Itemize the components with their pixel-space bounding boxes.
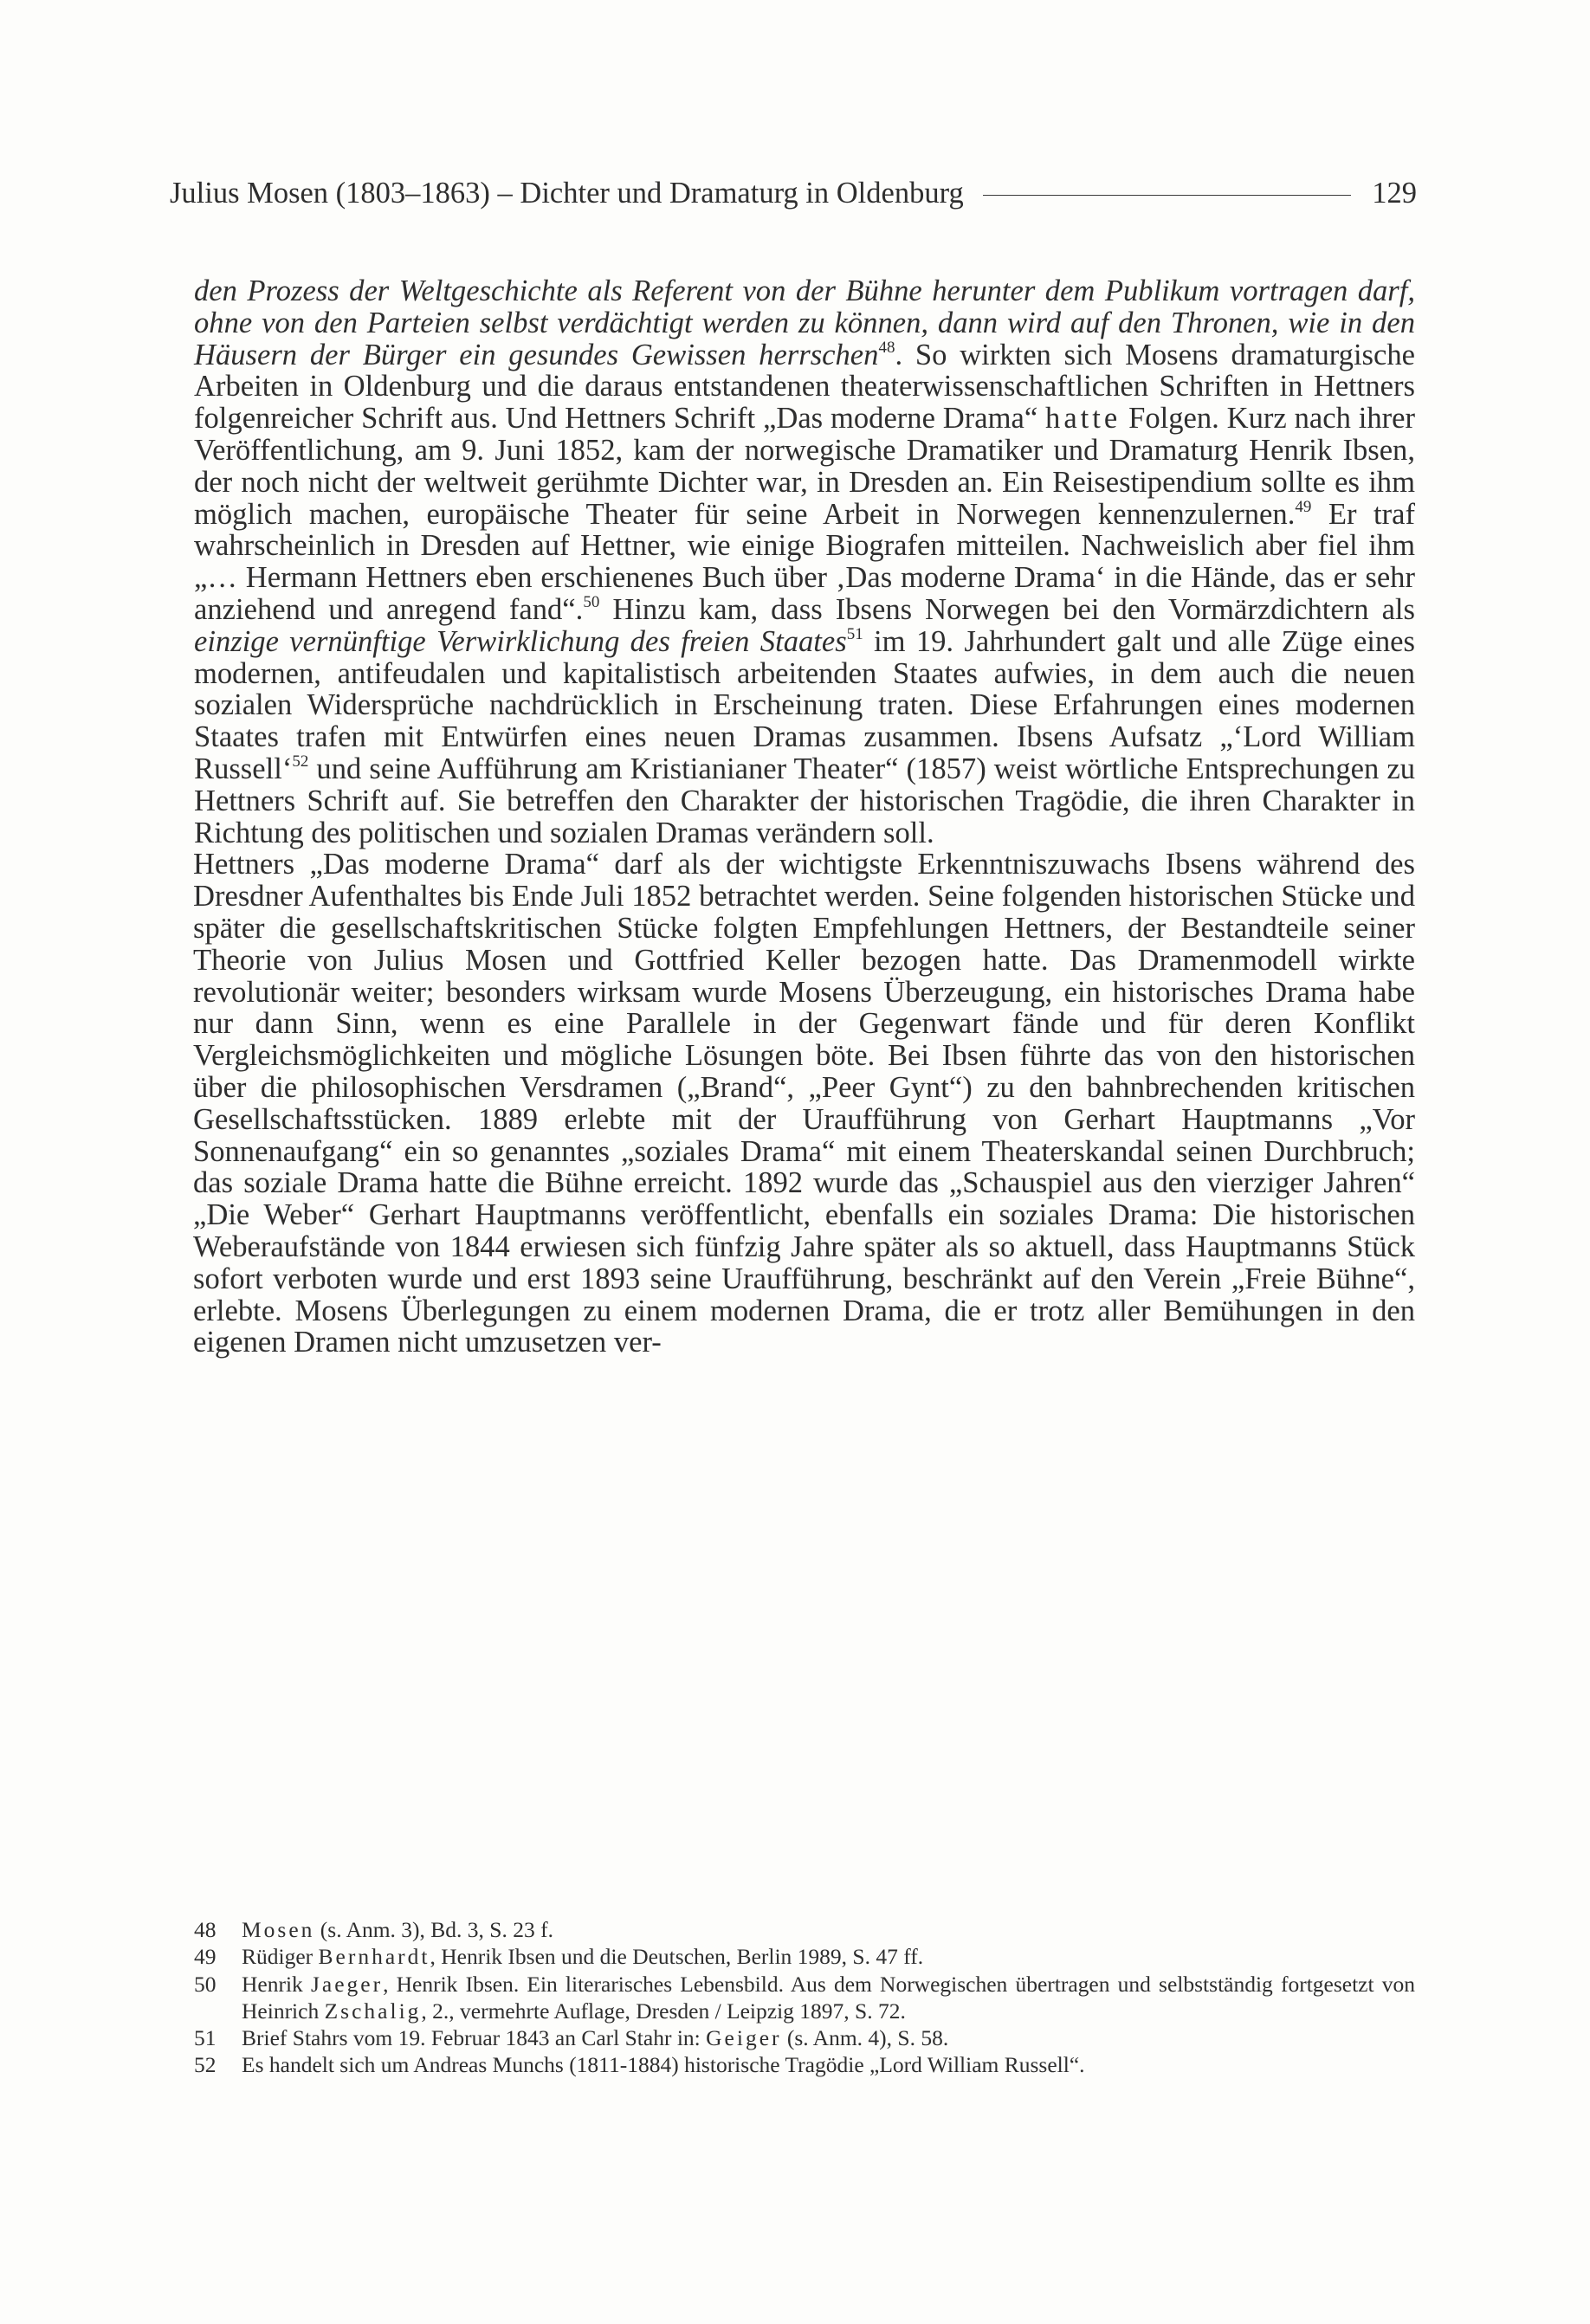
- author-name: Zschalig: [324, 1998, 422, 2024]
- author-name: Jaeger: [310, 1971, 384, 1997]
- text-run: und seine Aufführung am Kristianianer Theater“ (1857) weist wörtliche Entsprechungen zu Hettners Schrift auf. Sie betreffen den Charakter der historischen Tragödie, die ihren Charakter in Richtung des politischen und sozialen Dramas verändern soll.: [194, 752, 1415, 849]
- body-text: [194, 275, 1415, 1359]
- footnote-ref-52: 52: [292, 752, 309, 771]
- running-header: [170, 171, 1417, 215]
- author-name: Mosen: [242, 1917, 315, 1942]
- footnote-text: , Henrik Ibsen und die Deutschen, Berlin 1989, S. 47 ff.: [430, 1944, 924, 1970]
- footnote-number: 49: [194, 1944, 217, 1970]
- footnote-50: [194, 1971, 1415, 2025]
- text-run: . So wirkten sich Mosens dramaturgische Arbeiten in Oldenburg und die daraus entstandenen theaterwissenschaftlichen Schriften in Hettners folgenreicher Schrift aus. Und Hettners Schrift „Das moderne Drama“: [194, 338, 1415, 436]
- paragraph-1: [194, 275, 1415, 849]
- text-run: Er traf wahrscheinlich in Dresden auf Hettner, wie einige Biografen mitteilen. Nachweislich aber fiel ihm „… Hermann Hettners eben erschienenes Buch über ‚Das moderne Drama‘ in die Hände, das er sehr anziehend und anregend fand“.: [194, 497, 1415, 626]
- footnote-number: 50: [194, 1971, 217, 1997]
- italic-quote: einzige vernünftige Verwirklichung des freien Staates: [194, 624, 847, 658]
- text-run: Folgen. Kurz nach ihrer Veröffentlichung, am 9. Juni 1852, kam der norwegische Dramatiker und Dramaturg Henrik Ibsen, der noch nicht der weltweit gerühmte Dichter war, in Dresden an. Ein Reisestipendium sollte es ihm möglich machen, europäische Theater für seine Arbeit in Norwegen kennenzulernen.: [194, 402, 1415, 531]
- page-number: 129: [1372, 176, 1417, 210]
- footnote-51: [194, 2024, 1415, 2051]
- footnote-text: Henrik: [242, 1971, 311, 1997]
- footnote-number: 51: [194, 2025, 217, 2051]
- footnote-text: Brief Stahrs vom 19. Februar 1843 an Carl Stahr in:: [242, 2025, 707, 2051]
- spaced-emphasis: hatte: [1045, 402, 1121, 436]
- footnote-text: , Henrik Ibsen. Ein literarisches Lebensbild. Aus dem Norwegischen übertragen und selbstständig fortgesetzt von Heinrich: [242, 1971, 1415, 2024]
- footnote-number: 48: [194, 1917, 217, 1942]
- footnote-48: [194, 1916, 1415, 1943]
- header-rule: [983, 195, 1352, 196]
- author-name: Bernhardt: [318, 1944, 430, 1970]
- italic-quote: den Prozess der Weltgeschichte als Referent von der Bühne herunter dem Publikum vortragen darf, ohne von den Parteien selbst verdächtigt werden zu können, dann wird auf den Thronen, wie in den Häusern der Bürger ein gesundes Gewissen herrschen: [194, 274, 1415, 371]
- text-run: im 19. Jahrhundert galt und alle Züge eines modernen, antifeudalen und kapitalistisch arbeitenden Staates aufwies, in dem auch die neuen sozialen Widersprüche nachdrücklich in Erscheinung traten. Diese Erfahrungen eines modernen Staates trafen mit Entwürfen eines neuen Dramas zusammen. Ibsens Aufsatz „‘Lord William Russell‘: [194, 624, 1415, 785]
- author-name: Geiger: [706, 2025, 782, 2051]
- footnote-number: 52: [194, 2052, 217, 2078]
- footnote-text: (s. Anm. 3), Bd. 3, S. 23 f.: [314, 1917, 553, 1942]
- footnote-text: Rüdiger: [242, 1944, 319, 1970]
- text-run: Hinzu kam, dass Ibsens Norwegen bei den Vormärzdichtern als: [599, 592, 1415, 626]
- footnote-49: [194, 1943, 1415, 1970]
- running-title: Julius Mosen (1803–1863) – Dichter und Dramaturg in Oldenburg: [170, 176, 964, 210]
- footnote-ref-48: 48: [878, 338, 895, 357]
- footnote-text: , 2., vermehrte Auflage, Dresden / Leipzig 1897, S. 72.: [421, 1998, 906, 2024]
- footnotes: [194, 1916, 1415, 2079]
- paragraph-2: Hettners „Das moderne Drama“ darf als der wichtigste Erkenntniszuwachs Ibsens während des Dresdner Aufenthaltes bis Ende Juli 1852 betrachtet werden. Seine folgenden historischen Stücke und später die gesellschaftskritischen Stücke folgten Empfehlungen Hettners, der Bestandteile seiner Theorie von Julius Mosen und Gottfried Keller bezogen hatte. Das Dramenmodell wirkte revolutionär weiter; besonders wirksam wurde Mosens Überzeugung, ein historisches Drama habe nur dann Sinn, wenn es eine Parallele in der Gegenwart fände und für deren Konflikt Vergleichsmöglichkeiten und mögliche Lösungen böte. Bei Ibsen führte das von den historischen über die philosophischen Versdramen („Brand“, „Peer Gynt“) zu den bahnbrechenden kritischen Gesellschaftsstücken. 1889 erlebte mit der Uraufführung von Gerhart Hauptmanns „Vor Sonnenaufgang“ ein so genanntes „soziales Drama“ mit einem Theaterskandal seinen Durchbruch; das soziale Drama hatte die Bühne erreicht. 1892 wurde das „Schauspiel aus den vierziger Jahren“ „Die Weber“ Gerhart Hauptmanns veröffentlicht, ebenfalls ein soziales Drama: Die historischen Weberaufstände von 1844 erwiesen sich fünfzig Jahre später als so aktuell, dass Hauptmanns Stück sofort verboten wurde und erst 1893 seine Uraufführung, beschränkt auf den Verein „Freie Bühne“, erlebte. Mosens Überlegungen zu einem modernen Drama, die er trotz aller Bemühungen in den eigenen Dramen nicht umzusetzen ver-: [193, 848, 1415, 1359]
- footnote-text: Es handelt sich um Andreas Munchs (1811-1884) historische Tragödie „Lord William Russell“.: [242, 2052, 1085, 2078]
- footnote-ref-49: 49: [1295, 497, 1312, 516]
- footnote-text: (s. Anm. 4), S. 58.: [781, 2025, 949, 2051]
- footnote-52: [194, 2051, 1415, 2078]
- footnote-ref-50: 50: [583, 592, 600, 611]
- footnote-ref-51: 51: [846, 624, 863, 643]
